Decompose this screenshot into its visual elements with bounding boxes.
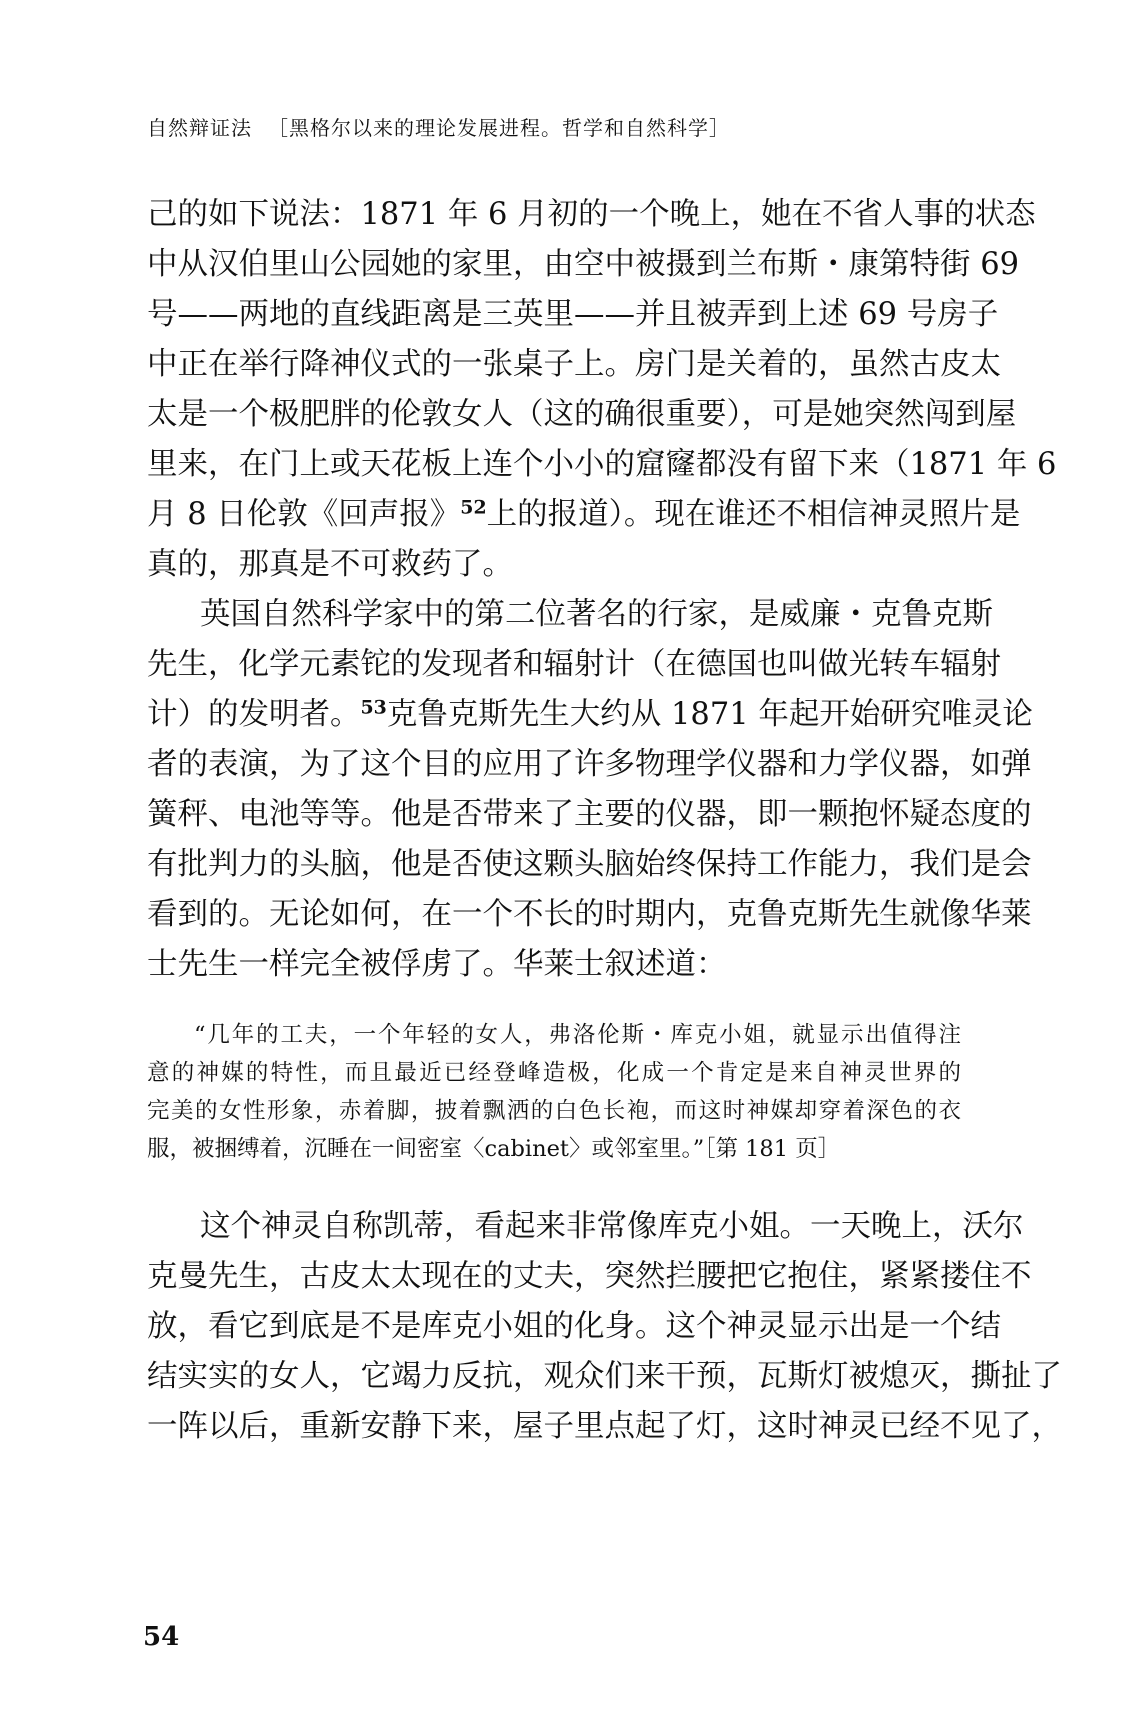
quote-line: 完美的女性形象，赤着脚，披着飘洒的白色长袍，而这时神媒却穿着深色的衣 bbox=[147, 1098, 961, 1124]
section-title: ［黑格尔以来的理论发展进程。哲学和自然科学］ bbox=[268, 116, 730, 140]
book-title: 自然辩证法 bbox=[147, 116, 252, 140]
paragraph-1-line: 太是一个极肥胖的伦敦女人（这的确很重要），可是她突然闯到屋 bbox=[147, 397, 1017, 432]
line-text: 克鲁克斯先生大约从 1871 年起开始研究唯灵论 bbox=[386, 697, 1033, 732]
note-marker-53: 53 bbox=[360, 696, 387, 719]
quote-line: “几年的工夫，一个年轻的女人，弗洛伦斯・库克小姐，就显示出值得注 bbox=[194, 1022, 961, 1048]
paragraph-2-line: 簧秤、电池等等。他是否带来了主要的仪器，即一颗抱怀疑态度的 bbox=[147, 797, 1032, 832]
paragraph-2-line: 者的表演，为了这个目的应用了许多物理学仪器和力学仪器，如弹 bbox=[147, 747, 1032, 782]
paragraph-3-line: 放，看它到底是不是库克小姐的化身。这个神灵显示出是一个结 bbox=[147, 1309, 1001, 1344]
quote-line: 服，被捆缚着，沉睡在一间密室〈cabinet〉或邻室里。”［第 181 页］ bbox=[147, 1136, 841, 1162]
running-head bbox=[147, 112, 730, 141]
paragraph-2-line: 先生，化学元素铊的发现者和辐射计（在德国也叫做光转车辐射 bbox=[147, 647, 1001, 682]
paragraph-1-line: 真的，那真是不可救药了。 bbox=[147, 547, 513, 582]
paragraph-1-line: 里来，在门上或天花板上连个小小的窟窿都没有留下来（1871 年 6 bbox=[147, 447, 1057, 482]
paragraph-1-line: 中从汉伯里山公园她的家里，由空中被摄到兰布斯・康第特街 69 bbox=[147, 247, 1020, 282]
paragraph-3-line: 这个神灵自称凯蒂，看起来非常像库克小姐。一天晚上，沃尔 bbox=[200, 1209, 1024, 1244]
note-marker-52: 52 bbox=[460, 496, 487, 519]
paragraph-2-line: 士先生一样完全被俘虏了。华莱士叙述道： bbox=[147, 947, 727, 982]
paragraph-2-line: 英国自然科学家中的第二位著名的行家，是威廉・克鲁克斯 bbox=[200, 597, 993, 632]
paragraph-1-line: 中正在举行降神仪式的一张桌子上。房门是关着的，虽然古皮太 bbox=[147, 347, 1001, 382]
line-text: 计）的发明者。 bbox=[147, 697, 361, 732]
line-text: 月 8 日伦敦《回声报》 bbox=[147, 497, 461, 532]
paragraph-3-line: 克曼先生，古皮太太现在的丈夫，突然拦腰把它抱住，紧紧搂住不 bbox=[147, 1259, 1032, 1294]
paragraph-2-line: 有批判力的头脑，他是否使这颗头脑始终保持工作能力，我们是会 bbox=[147, 847, 1032, 882]
line-text: 上的报道）。现在谁还不相信神灵照片是 bbox=[486, 497, 1021, 532]
paragraph-2-line: 看到的。无论如何，在一个不长的时期内，克鲁克斯先生就像华莱 bbox=[147, 897, 1032, 932]
paragraph-1-line: 己的如下说法：1871 年 6 月初的一个晚上，她在不省人事的状态 bbox=[147, 197, 1036, 232]
paragraph-3-line: 结实实的女人，它竭力反抗，观众们来干预，瓦斯灯被熄灭，撕扯了 bbox=[147, 1359, 1062, 1394]
paragraph-2-line bbox=[147, 695, 1033, 735]
quote-line: 意的神媒的特性，而且最近已经登峰造极，化成一个肯定是来自神灵世界的 bbox=[147, 1060, 961, 1086]
paragraph-1-line bbox=[147, 495, 1021, 535]
paragraph-3-line: 一阵以后，重新安静下来，屋子里点起了灯，这时神灵已经不见了， bbox=[147, 1409, 1062, 1444]
page-number: 54 bbox=[143, 1622, 180, 1652]
paragraph-1-line: 号——两地的直线距离是三英里——并且被弄到上述 69 号房子 bbox=[147, 297, 999, 332]
